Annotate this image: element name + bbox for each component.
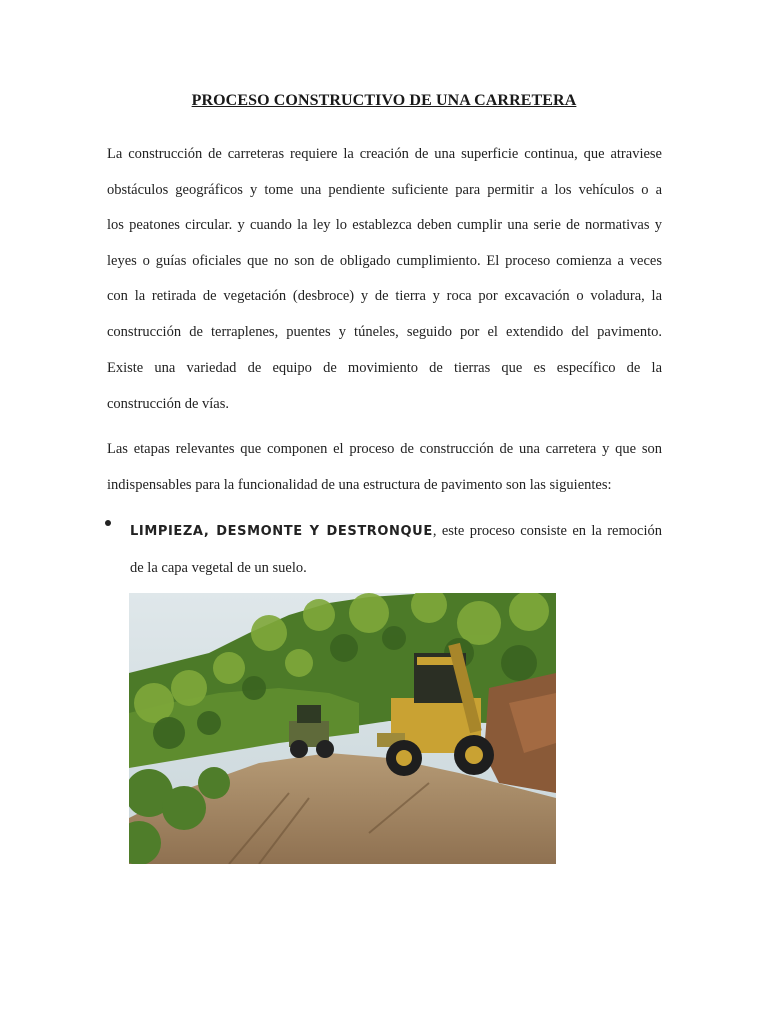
bullet-item-line-1 [130,522,662,540]
document-title: PROCESO CONSTRUCTIVO DE UNA CARRETERA [191,92,577,109]
paragraph-1-line-5: con la retirada de vegetación (desbroce) y de tierra y roca por excavación o voladura, la [107,288,662,304]
paragraph-1-line-2: obstáculos geográficos y tome una pendiente suficiente para permitir a los vehículos o a [107,182,662,198]
paragraph-1-line-3: los peatones circular. y cuando la ley lo establezca deben cumplir una serie de normativas y [107,217,662,233]
paragraph-2-line-1: Las etapas relevantes que componen el proceso de construcción de una carretera y que son [107,441,662,457]
bullet-item-line-2: de la capa vegetal de un suelo. [130,560,307,576]
bullet-item-heading: LIMPIEZA, DESMONTE Y DESTRONQUE [130,524,433,539]
paragraph-1-line-7: Existe una variedad de equipo de movimiento de tierras que es específico de la [107,360,662,376]
bullet-dot-icon [105,520,111,526]
paragraph-1-line-8: construcción de vías. [107,396,230,412]
paragraph-1-line-6: construcción de terraplenes, puentes y túneles, seguido por el extendido del pavimento. [107,324,662,340]
bullet-item-text-1: , este proceso consiste en la remoción [432,523,662,539]
paragraph-1-line-1: La construcción de carreteras requiere la creación de una superficie continua, que atraviese [107,146,662,162]
paragraph-1-line-4: leyes o guías oficiales que no son de obligado cumplimiento. El proceso comienza a veces [107,253,662,269]
construction-photo [129,593,556,864]
paragraph-2-line-2: indispensables para la funcionalidad de una estructura de pavimento son las siguientes: [107,477,612,493]
